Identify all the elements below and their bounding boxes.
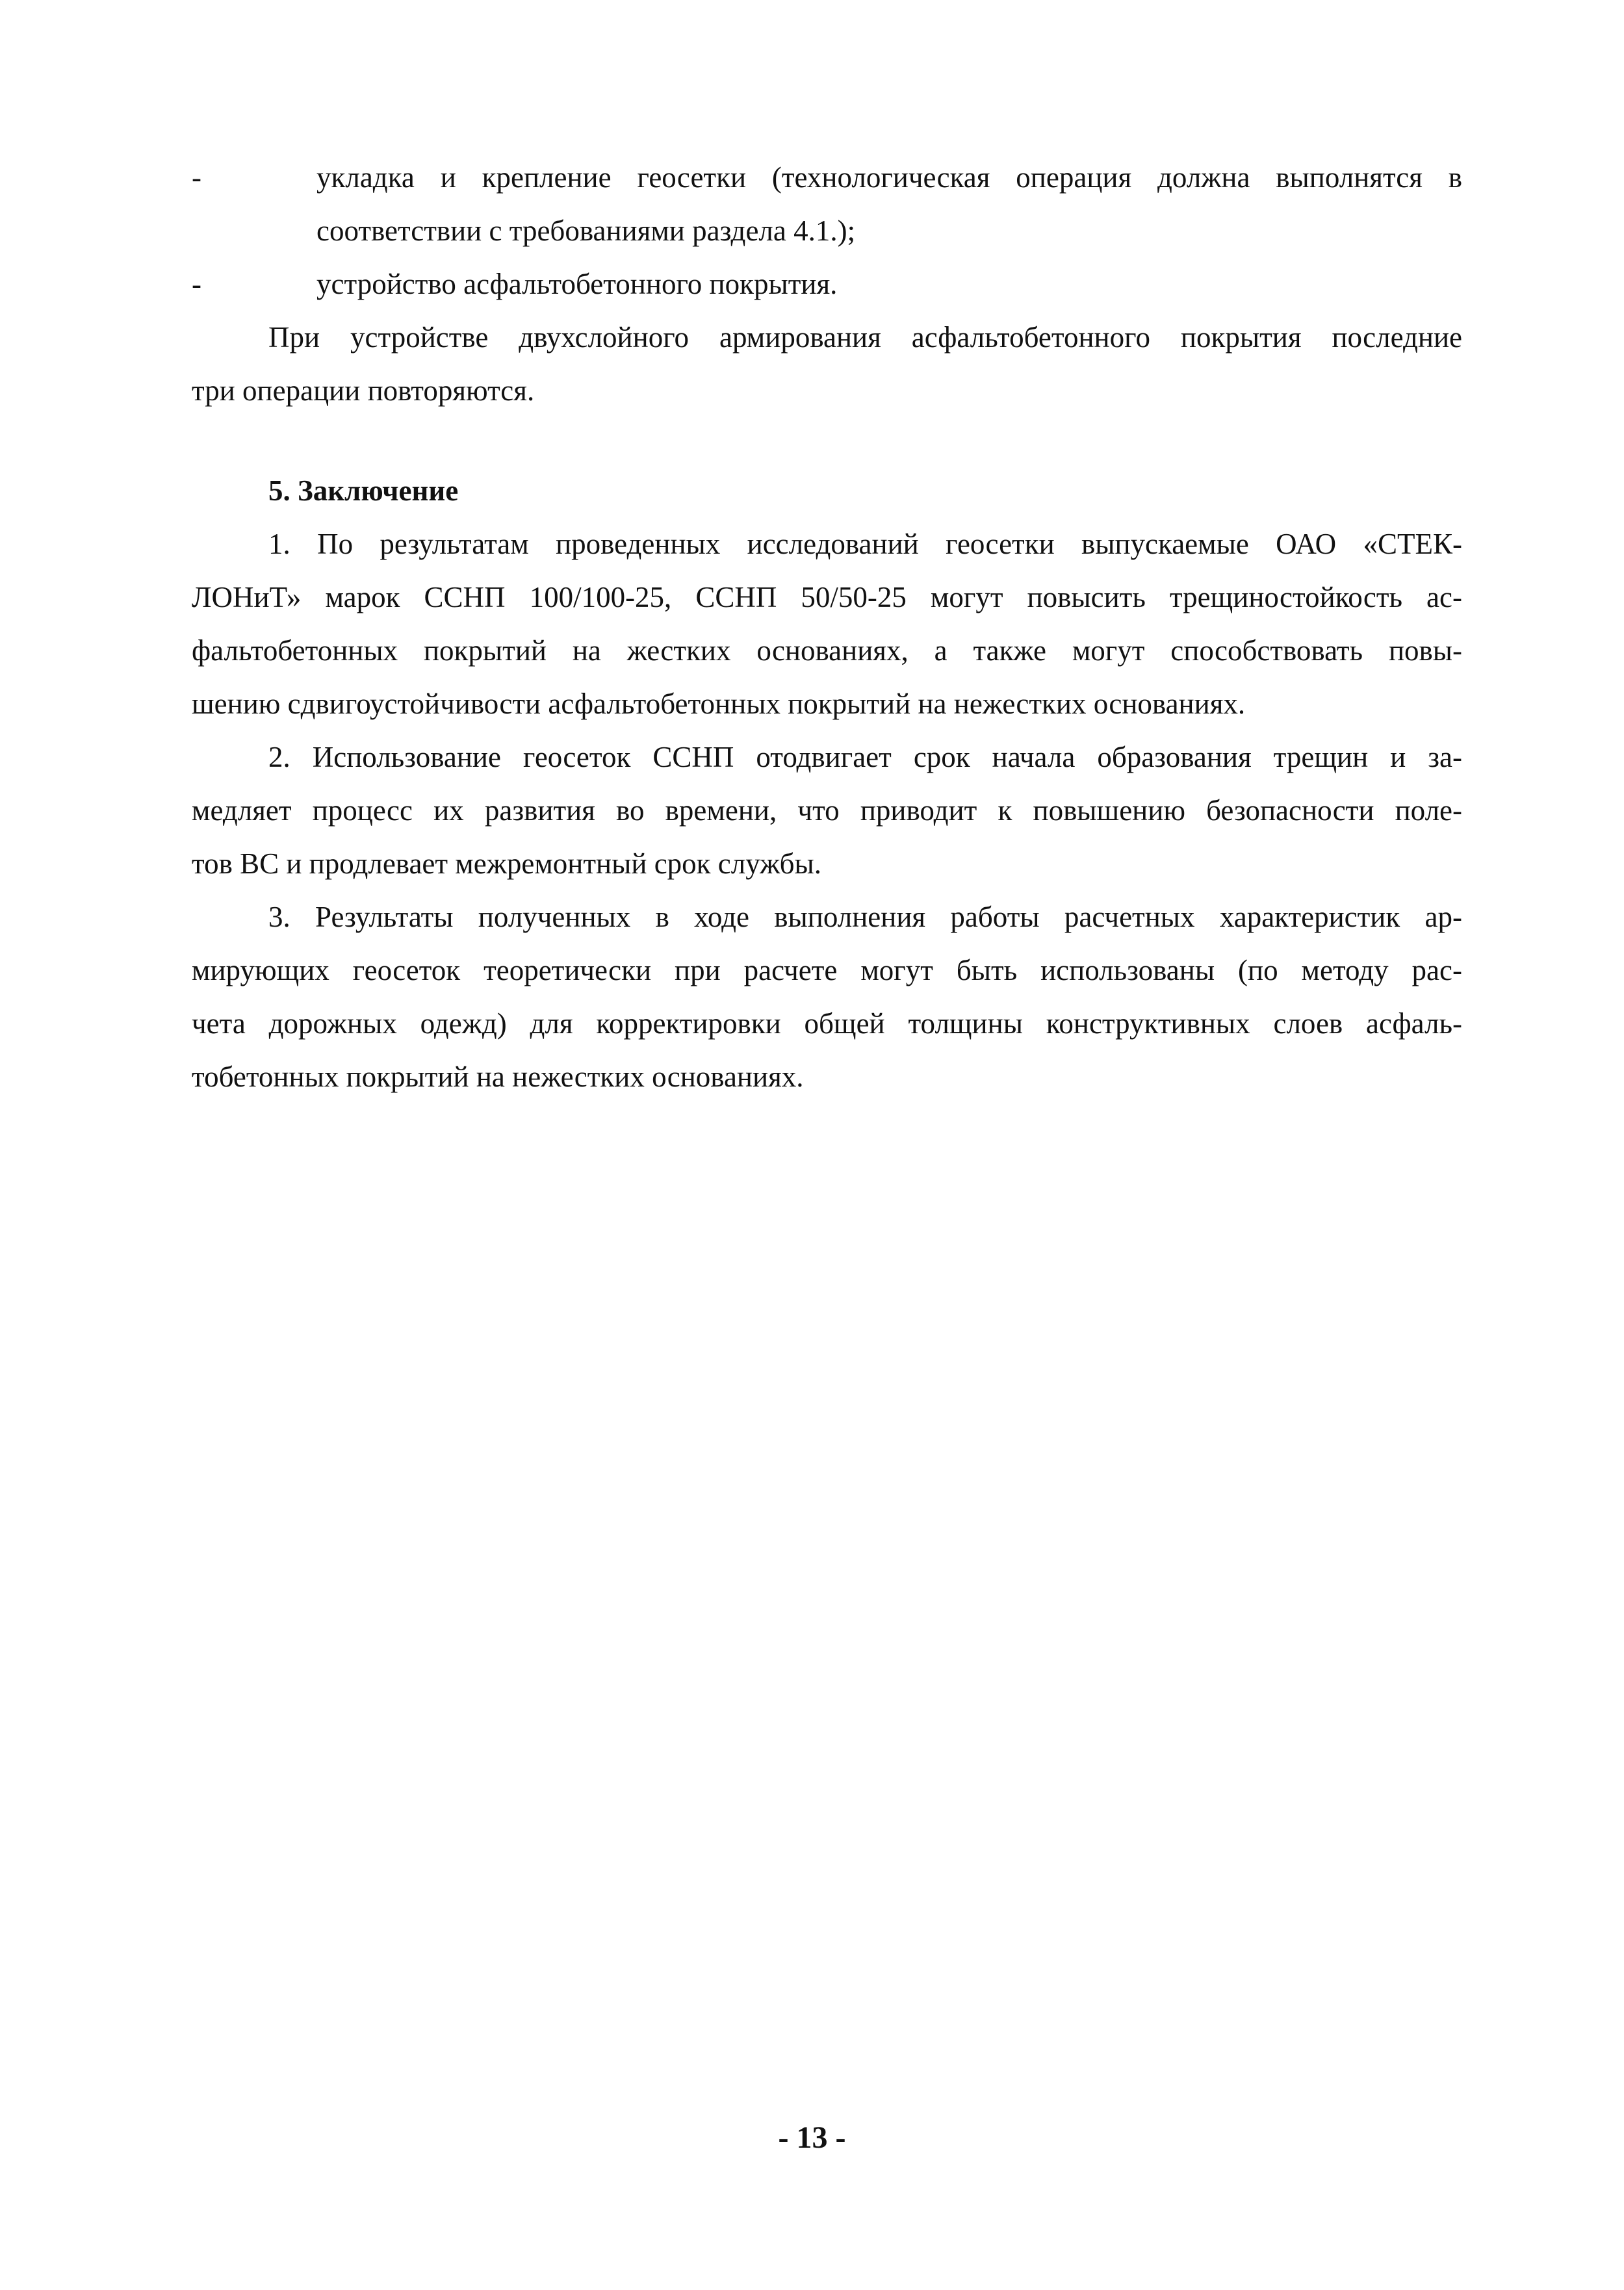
text-line: укладка и крепление геосетки (технологическая операция должна выполнятся в bbox=[316, 161, 1462, 194]
paragraph-two-layer-reinforcement bbox=[192, 311, 1462, 417]
text-line: тобетонных покрытий на нежестких основаниях. bbox=[192, 1061, 804, 1093]
text-line: тов ВС и продлевает межремонтный срок службы. bbox=[192, 847, 821, 880]
bullet-dash: - bbox=[192, 268, 201, 300]
text-line: шению сдвигоустойчивости асфальтобетонных покрытий на нежестких основаниях. bbox=[192, 688, 1246, 720]
text-line: ЛОНиТ» марок ССНП 100/100-25, ССНП 50/50-25 могут повысить трещиностойкость ас- bbox=[192, 581, 1462, 613]
conclusion-paragraph-2 bbox=[192, 730, 1462, 890]
section-heading: 5. Заключение bbox=[268, 474, 459, 507]
spacer bbox=[192, 417, 1462, 464]
text-line: три операции повторяются. bbox=[192, 374, 535, 407]
conclusion-paragraph-1 bbox=[192, 517, 1462, 730]
text-line: фальтобетонных покрытий на жестких основаниях, а также могут способствовать повы- bbox=[192, 634, 1462, 667]
text-line: медляет процесс их развития во времени, что приводит к повышению безопасности поле- bbox=[192, 794, 1462, 827]
text-line: соответствии с требованиями раздела 4.1.); bbox=[316, 214, 856, 247]
text-line: устройство асфальтобетонного покрытия. bbox=[316, 268, 838, 300]
conclusion-paragraph-3 bbox=[192, 890, 1462, 1103]
text-line: чета дорожных одежд) для корректировки общей толщины конструктивных слоев асфаль- bbox=[192, 1007, 1462, 1040]
text-line: 3. Результаты полученных в ходе выполнения работы расчетных характеристик ар- bbox=[268, 901, 1462, 933]
bullet-item-geogrid-laying bbox=[192, 151, 1462, 257]
bullet-item-asphalt-coating bbox=[192, 257, 1462, 311]
text-line: При устройстве двухслойного армирования асфальтобетонного покрытия последние bbox=[268, 321, 1462, 354]
text-line: 1. По результатам проведенных исследований геосетки выпускаемые ОАО «СТЕК- bbox=[268, 528, 1462, 560]
text-line: мирующих геосеток теоретически при расчете могут быть использованы (по методу рас- bbox=[192, 954, 1462, 986]
page-number: - 13 - bbox=[778, 2120, 846, 2155]
bullet-dash: - bbox=[192, 161, 201, 194]
body-text bbox=[192, 151, 1462, 1103]
text-line: 2. Использование геосеток ССНП отодвигает срок начала образования трещин и за- bbox=[268, 741, 1462, 773]
